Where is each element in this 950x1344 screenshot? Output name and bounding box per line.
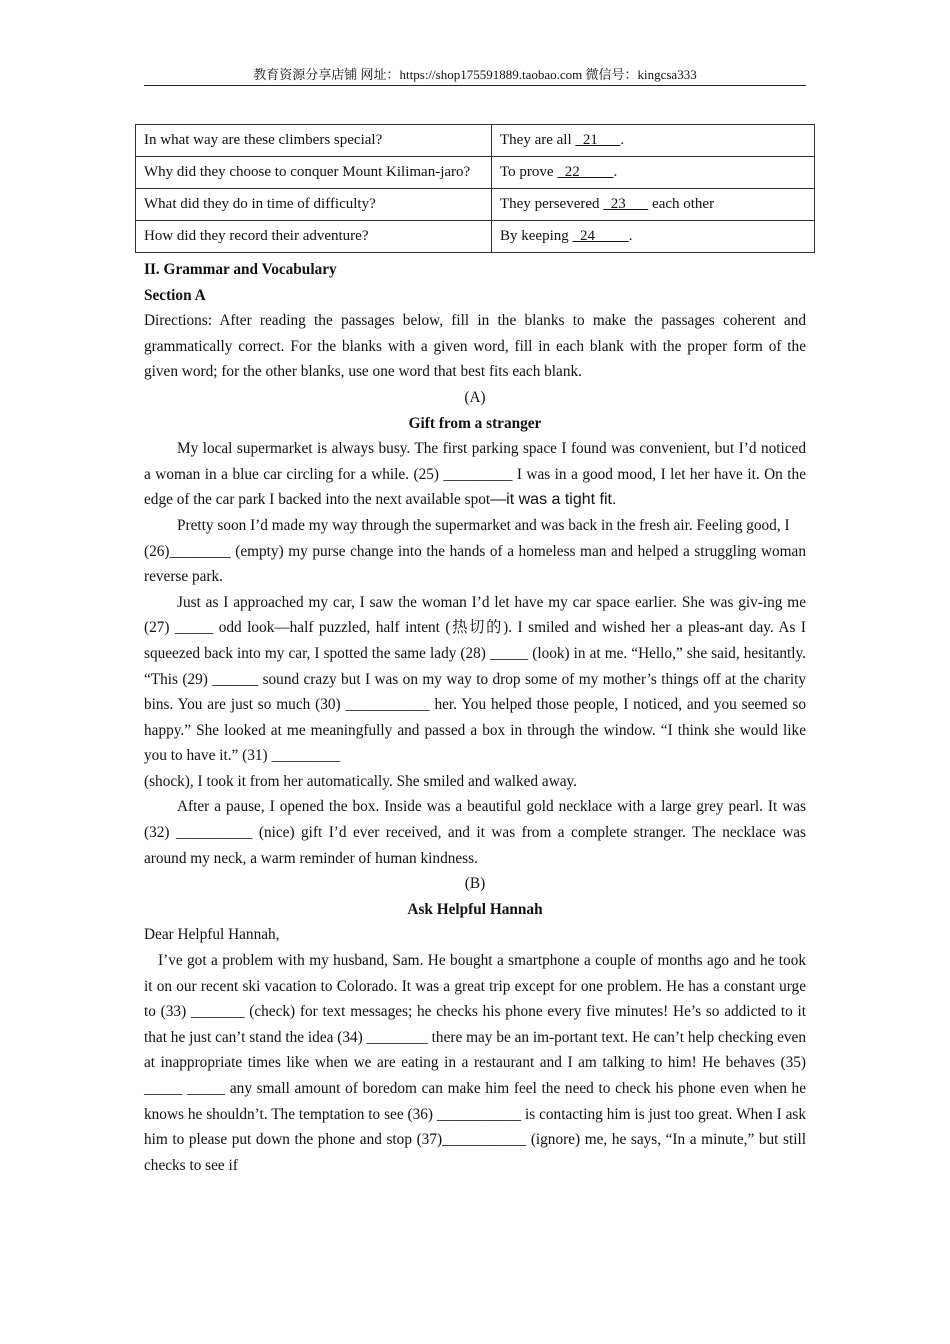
- page-header: [144, 66, 806, 86]
- passage-a-title: Gift from a stranger: [408, 414, 542, 432]
- table-answer: By keeping 24 .: [492, 221, 815, 253]
- answer-blank: 21: [575, 132, 621, 148]
- document-body: [144, 257, 806, 1178]
- table-row: [136, 157, 815, 189]
- letter-greeting: Dear Helpful Hannah,: [144, 926, 280, 944]
- answer-blank: 22: [557, 164, 614, 180]
- table-row: [136, 125, 815, 157]
- passage-a-paragraph: (shock), I took it from her automatically. She smiled and walked away.: [144, 772, 578, 790]
- directions: Directions: After reading the passages below, fill in the blanks to make the passages coherent and grammatically correct. For the blanks with a given word, fill in each blank with the proper form of the given word; for the other blanks, use one word that best fits each blank.: [144, 312, 806, 381]
- answer-blank: 23: [603, 196, 649, 212]
- passage-b-label: (B): [464, 875, 486, 893]
- table-question: What did they do in time of difficulty?: [136, 189, 492, 221]
- passage-b-paragraph: I’ve got a problem with my husband, Sam. He bought a smartphone a couple of months ago and he took it on our recent ski vacation to Colorado. It was a great trip except for one problem. He has a constant urge to (33) _______ (check) for text messages; he checks his phone every five minutes! He’s so addicted to it that he just can’t stand the idea (34) ________ there may be an im-portant text. He can’t help checking even at inappropriate times like when we are eating in a restaurant and I am talking to him! He behaves (35) _____ _____ any small amount of boredom can make him feel the need to check his phone even when he knows he shouldn’t. The temptation to see (36) ___________ is contacting him is just too great. When I ask him to please put down the phone and stop (37)___________ (ignore) me, he says, “In a minute,” but still checks to see if: [144, 952, 806, 1174]
- table-question: How did they record their adventure?: [136, 221, 492, 253]
- header-text: 教育资源分享店铺 网址：https://shop175591889.taobao.com 微信号：kingcsa333: [253, 67, 697, 82]
- section-title: II. Grammar and Vocabulary: [144, 261, 337, 278]
- table-answer: They are all 21 .: [492, 125, 815, 157]
- passage-a-paragraph: Pretty soon I’d made my way through the supermarket and was back in the fresh air. Feeling good, I: [177, 516, 790, 534]
- table-question: Why did they choose to conquer Mount Kiliman-jaro?: [136, 157, 492, 189]
- passage-b-title: Ask Helpful Hannah: [407, 900, 543, 918]
- question-table: [135, 124, 815, 253]
- table-row: [136, 189, 815, 221]
- passage-a-paragraph: Just as I approached my car, I saw the woman I’d let have my car space earlier. She was giv-ing me (27) _____ odd look—half puzzled, half intent (热切的). I smiled and wished her a pleas-ant day. As I squeezed back into my car, I spotted the same lady (28) _____ (look) in at me. “Hello,” she said, hesitantly. “This (29) ______ sound crazy but I was on my way to drop some of my mother’s things off at the charity bins. You are just so much (30) ___________ her. You helped those people, I noticed, and you seemed so happy.” She looked at me meaningfully and passed a box in through the window. “I think she would like you to have it.” (31) _________: [144, 593, 806, 765]
- table-row: [136, 221, 815, 253]
- table-answer: To prove 22 .: [492, 157, 815, 189]
- section-subtitle: Section A: [144, 286, 206, 304]
- passage-a-paragraph: After a pause, I opened the box. Inside was a beautiful gold necklace with a large grey pearl. It was (32) __________ (nice) gift I’d ever received, and it was from a complete stranger. The necklace was around my neck, a warm reminder of human kindness.: [144, 798, 806, 867]
- table-question: In what way are these climbers special?: [136, 125, 492, 157]
- passage-a-paragraph: (26)________ (empty) my purse change into the hands of a homeless man and helped a struggling woman reverse park.: [144, 542, 806, 586]
- answer-blank: 24: [572, 228, 629, 244]
- passage-a-paragraph: My local supermarket is always busy. The first parking space I found was convenient, but I’d noticed a woman in a blue car circling for a while. (25) _________ I was in a good mood, I let her have it. On the edge of the car park I backed into the next available spot—it was a tight fit.: [144, 440, 806, 509]
- passage-a-label: (A): [464, 388, 486, 406]
- table-answer: They persevered 23 each other: [492, 189, 815, 221]
